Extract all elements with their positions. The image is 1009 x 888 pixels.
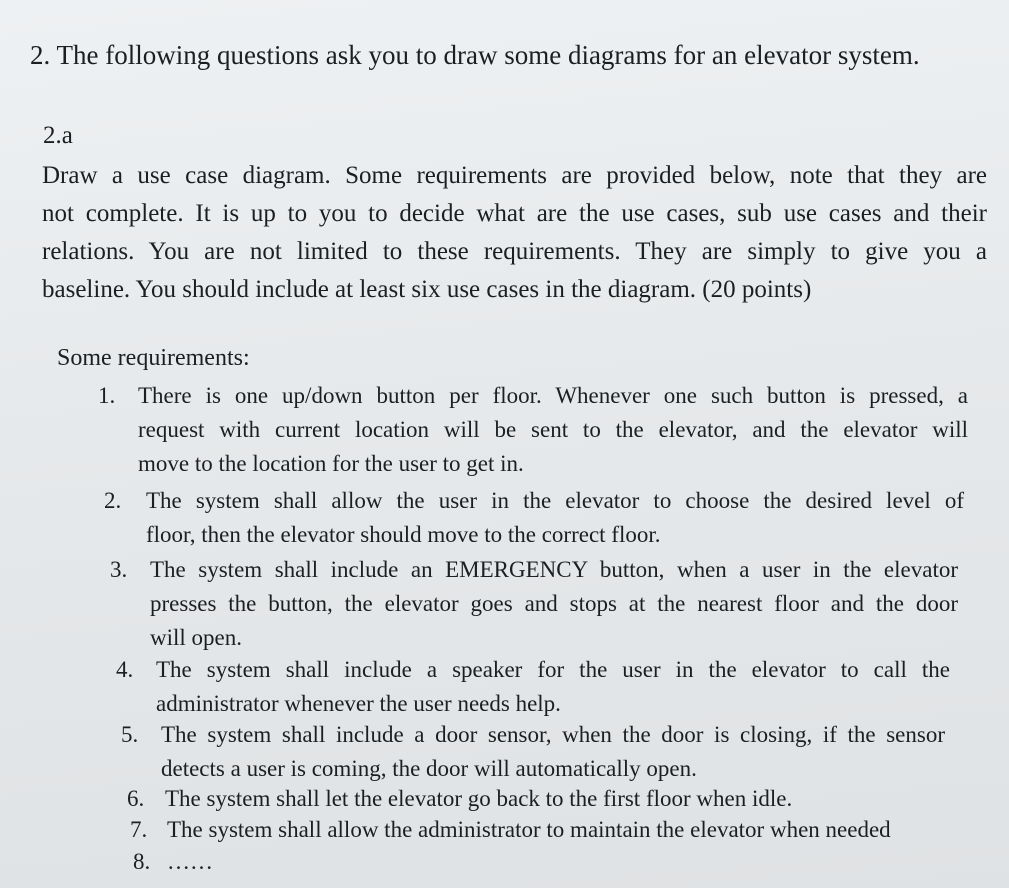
requirement-line: The system shall let the elevator go back to the first floor when idle.: [165, 786, 793, 811]
requirement-line: ……: [167, 849, 213, 874]
requirement-line: The system shall include a speaker for the user in the elevator to call the: [156, 657, 950, 682]
requirement-number: 4.: [116, 657, 134, 682]
requirement-number: 1.: [98, 383, 116, 408]
requirement-line: The system shall include a door sensor, when the door is closing, if the sensor: [161, 722, 945, 747]
question-heading: 2. The following questions ask you to draw some diagrams for an elevator system.: [30, 40, 920, 70]
requirement-text: [167, 845, 267, 879]
requirement-line: presses the button, the elevator goes and stops at the nearest floor and the door: [150, 591, 958, 616]
requirement-line: The system shall include an EMERGENCY button, when a user in the elevator: [150, 557, 958, 582]
requirement-line: The system shall allow the administrator to maintain the elevator when needed: [167, 817, 891, 842]
requirement-line: The system shall allow the user in the elevator to choose the desired level of: [146, 488, 964, 513]
requirement-number: 7.: [130, 817, 148, 842]
requirement-text: [146, 484, 964, 552]
requirement-line: will open.: [150, 625, 242, 650]
requirement-text: [167, 813, 967, 847]
requirement-line: detects a user is coming, the door will automatically open.: [161, 756, 697, 781]
requirements-title: Some requirements:: [57, 345, 250, 371]
requirement-line: There is one up/down button per floor. Whenever one such button is pressed, a: [138, 383, 968, 408]
intro-paragraph: [42, 157, 987, 309]
intro-line: not complete. It is up to you to decide what are the use cases, sub use cases and their: [42, 200, 987, 227]
requirement-number: 6.: [127, 786, 145, 811]
requirement-line: floor, then the elevator should move to the correct floor.: [146, 522, 661, 547]
requirement-text: [150, 553, 958, 655]
requirement-text: [156, 653, 950, 721]
intro-line: baseline. You should include at least six use cases in the diagram. (20 points): [42, 276, 812, 303]
section-id: 2.a: [43, 122, 73, 149]
requirement-line: administrator whenever the user needs help.: [156, 691, 561, 716]
intro-line: Draw a use case diagram. Some requirements are provided below, note that they are: [42, 162, 987, 189]
requirement-text: [165, 782, 935, 816]
requirement-text: [138, 379, 968, 481]
requirement-number: 3.: [110, 557, 128, 582]
requirement-line: move to the location for the user to get in.: [138, 451, 524, 476]
requirement-number: 5.: [121, 722, 139, 747]
requirement-text: [161, 718, 945, 786]
requirement-line: request with current location will be sent to the elevator, and the elevator will: [138, 417, 968, 442]
requirement-number: 8.: [133, 849, 151, 874]
requirement-number: 2.: [104, 488, 122, 513]
intro-line: relations. You are not limited to these requirements. They are simply to give you a: [42, 238, 987, 265]
